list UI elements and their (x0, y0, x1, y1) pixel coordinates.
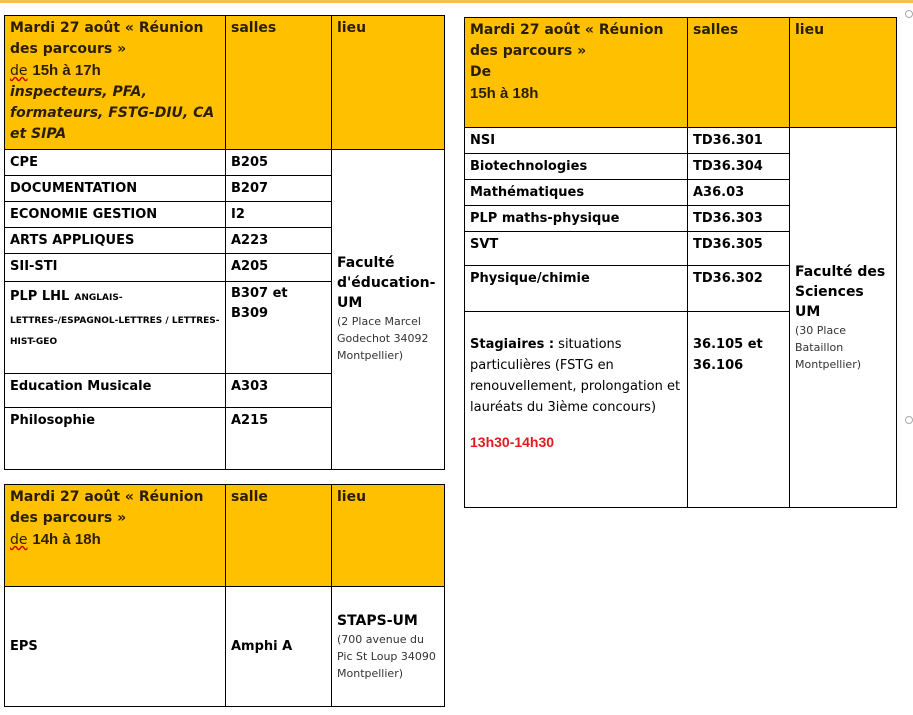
table3-header-de: de (10, 532, 28, 548)
table1-row-room: A303 (226, 374, 332, 408)
table2-stagiaires (465, 312, 688, 508)
table2-header-title: Mardi 27 août « Réunion des parcours » De 15h à 18h (465, 18, 688, 128)
table1-row-name: Philosophie (5, 408, 226, 470)
table2-row-room: TD36.302 (688, 266, 790, 312)
table2-row-name: Physique/chimie (465, 266, 688, 312)
table1-row-room: I2 (226, 202, 332, 228)
schedule-table-1 (4, 15, 445, 470)
table1-row-name: DOCUMENTATION (5, 176, 226, 202)
table2-row-name: Mathématiques (465, 180, 688, 206)
table2-col-lieu: lieu (790, 18, 897, 128)
table1-row-name: ECONOMIE GESTION (5, 202, 226, 228)
table1-row-name: PLP LHL ANGLAIS-LETTRES-/ESPAGNOL-LETTRES / LETTRES-HIST-GEO (5, 282, 226, 374)
table3-header-title: Mardi 27 août « Réunion des parcours » de 14h à 18h (5, 485, 226, 587)
table2-row-name: NSI (465, 128, 688, 154)
table2-stagiaires-room: 36.105 et 36.106 (688, 312, 790, 508)
table3-lieu-name: STAPS-UM (337, 613, 418, 629)
table1-audience: inspecteurs, PFA, formateurs, FSTG-DIU, CA et SIPA (10, 84, 215, 142)
table1-row-room: B205 (226, 150, 332, 176)
table1-row-room: B307 et B309 (226, 282, 332, 374)
table2-row-room: TD36.304 (688, 154, 790, 180)
table3-col-salle: salle (226, 485, 332, 587)
table1-col-salles: salles (226, 16, 332, 150)
table2-row-room: TD36.305 (688, 232, 790, 266)
top-border-line (0, 0, 913, 3)
table3-lieu (332, 587, 445, 707)
table1-lieu-name: Faculté d'éducation-UM (337, 255, 436, 311)
resize-handle-top (905, 10, 913, 18)
table2-row-room: TD36.301 (688, 128, 790, 154)
table1-row-room: A215 (226, 408, 332, 470)
table1-row-room: A223 (226, 228, 332, 254)
table1-row-name: CPE (5, 150, 226, 176)
table2-row-room: TD36.303 (688, 206, 790, 232)
table1-row-room: B207 (226, 176, 332, 202)
table2-lieu-name: Faculté des Sciences UM (795, 264, 886, 320)
stagiaires-text: situations particulières (FSTG en renouvellement, prolongation et lauréats du 3ième concours) (470, 337, 681, 415)
table1-row-name: Education Musicale (5, 374, 226, 408)
resize-handle-middle (905, 416, 913, 424)
schedule-table-3 (4, 484, 445, 707)
table1-col-lieu: lieu (332, 16, 445, 150)
table2-row-room: A36.03 (688, 180, 790, 206)
table1-row-name: SII-STI (5, 254, 226, 282)
table1-header-de: de (10, 63, 28, 79)
table2-col-salles: salles (688, 18, 790, 128)
schedule-table-2 (464, 17, 897, 508)
table3-header-time: 14h à 18h (32, 531, 101, 548)
table1-header-title: Mardi 27 août « Réunion des parcours » de 15h à 17h inspecteurs, PFA, formateurs, FSTG-DIU, CA et SIPA (5, 16, 226, 150)
table1-lieu-address: (2 Place Marcel Godechot 34092 Montpellier) (337, 315, 429, 362)
stagiaires-label: Stagiaires : (470, 337, 555, 352)
table1-row-name: ARTS APPLIQUES (5, 228, 226, 254)
table2-row-name: Biotechnologies (465, 154, 688, 180)
table1-lieu (332, 150, 445, 470)
table1-row-room: A205 (226, 254, 332, 282)
table2-row-name: SVT (465, 232, 688, 266)
table3-col-lieu: lieu (332, 485, 445, 587)
table2-lieu-address: (30 Place Bataillon Montpellier) (795, 324, 862, 371)
stagiaires-time: 13h30-14h30 (470, 434, 555, 450)
table3-row-room: Amphi A (226, 587, 332, 707)
table1-header-time: 15h à 17h (32, 62, 101, 79)
table3-row-name: EPS (5, 587, 226, 707)
table2-header-de: De (470, 64, 492, 80)
table2-header-time: 15h à 18h (470, 85, 539, 102)
table2-row-name: PLP maths-physique (465, 206, 688, 232)
table1-row-subjects: ANGLAIS-LETTRES-/ESPAGNOL-LETTRES / LETTRES-HIST-GEO (10, 293, 220, 347)
table3-lieu-address: (700 avenue du Pic St Loup 34090 Montpellier) (337, 633, 436, 680)
table2-lieu (790, 128, 897, 508)
